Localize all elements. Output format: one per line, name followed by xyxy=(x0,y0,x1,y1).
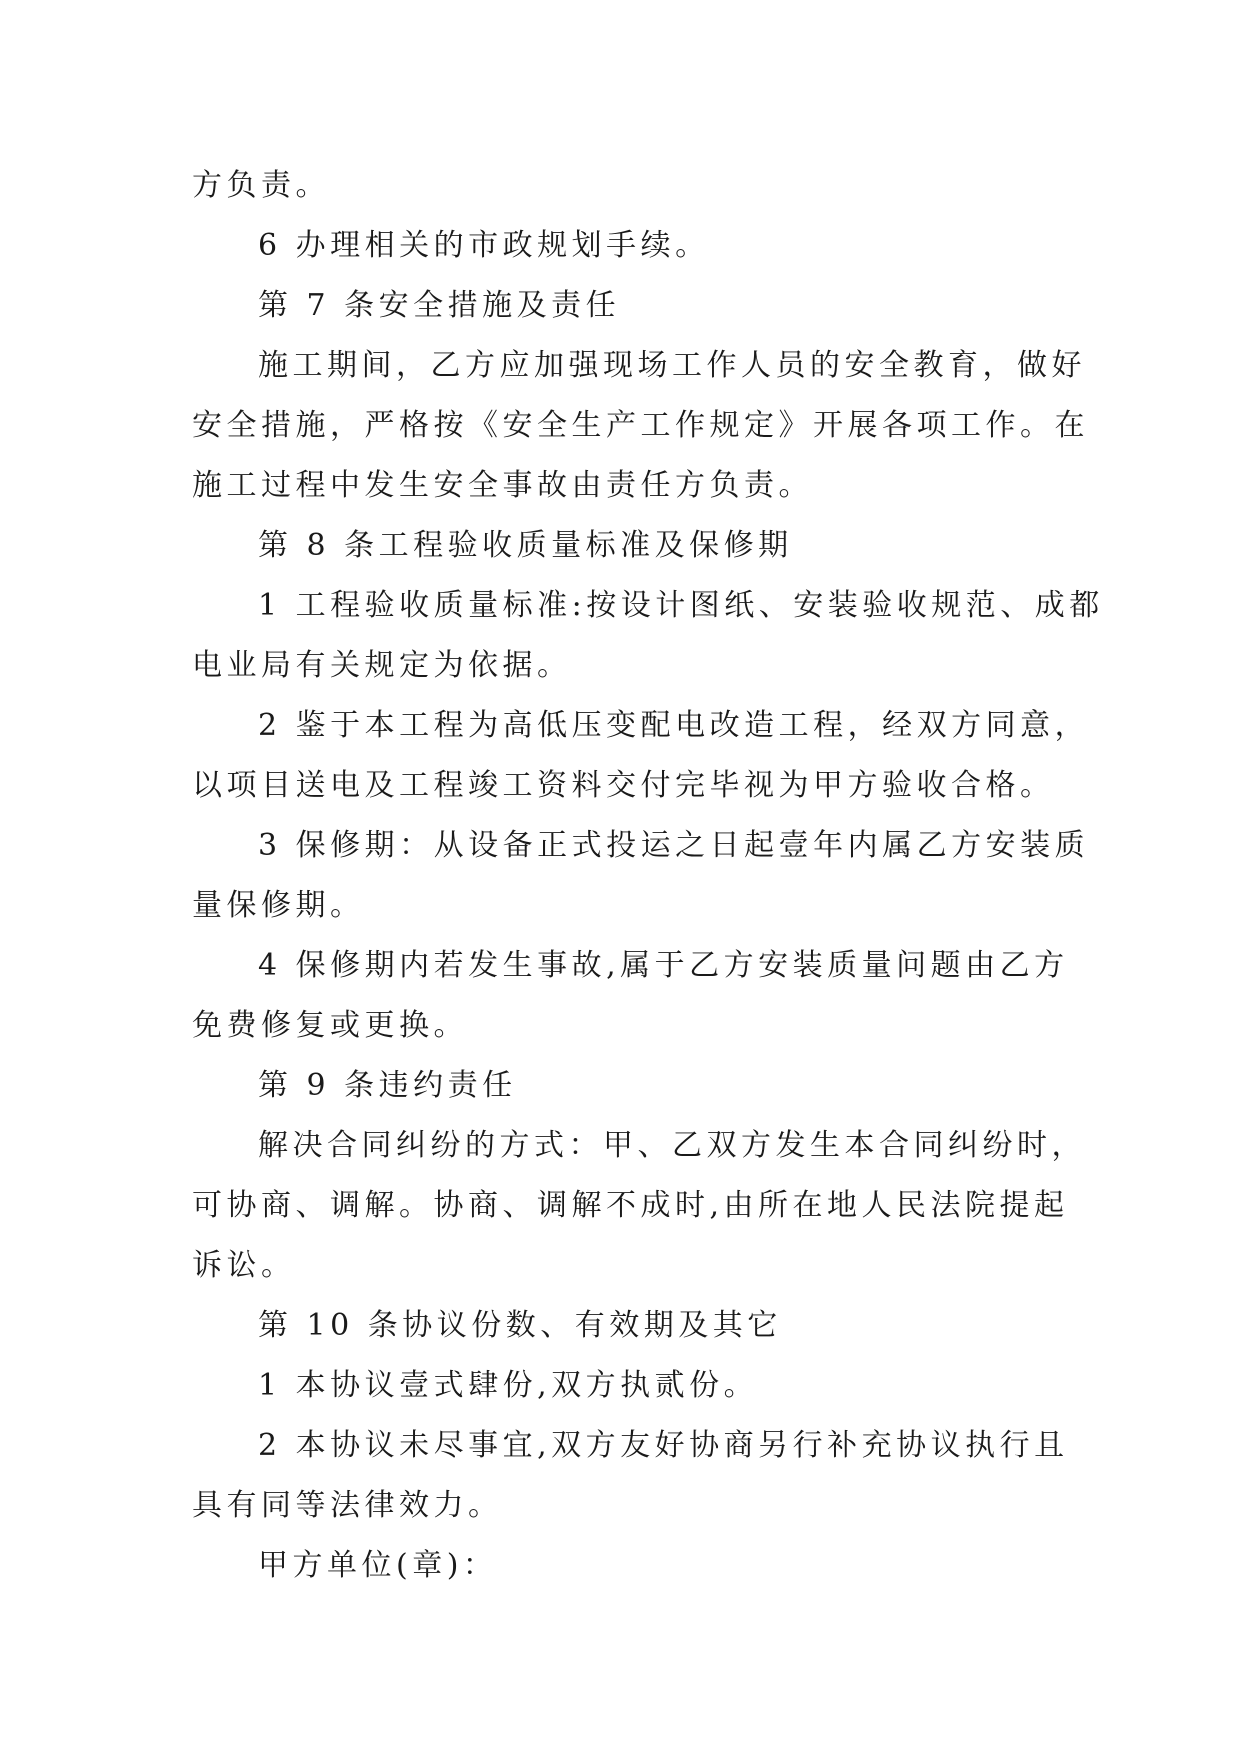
text-line: 2 鉴于本工程为高低压变配电改造工程，经双方同意， xyxy=(258,708,1090,743)
text-line: 3 保修期：从设备正式投运之日起壹年内属乙方安装质 xyxy=(258,828,1090,863)
text-line: 方负责。 xyxy=(192,168,330,203)
text-line: 以项目送电及工程竣工资料交付完毕视为甲方验收合格。 xyxy=(192,768,1055,803)
text-line: 2 本协议未尽事宜,双方友好协商另行补充协议执行且 xyxy=(258,1428,1069,1463)
section-heading: 第 10 条协议份数、有效期及其它 xyxy=(258,1308,782,1343)
text-line: 可协商、调解。协商、调解不成时,由所在地人民法院提起 xyxy=(192,1188,1069,1223)
text-line: 1 本协议壹式肆份,双方执贰份。 xyxy=(258,1368,759,1403)
signature-label: 甲方单位(章)： xyxy=(258,1548,498,1583)
text-line: 解决合同纠纷的方式：甲、乙双方发生本合同纠纷时， xyxy=(258,1128,1086,1163)
text-line: 施工期间，乙方应加强现场工作人员的安全教育，做好 xyxy=(258,348,1086,383)
text-line: 具有同等法律效力。 xyxy=(192,1488,503,1523)
text-line: 诉讼。 xyxy=(192,1248,296,1283)
text-line: 免费修复或更换。 xyxy=(192,1008,468,1043)
text-line: 1 工程验收质量标准:按设计图纸、安装验收规范、成都 xyxy=(258,588,1104,623)
text-line: 电业局有关规定为依据。 xyxy=(192,648,572,683)
section-heading: 第 8 条工程验收质量标准及保修期 xyxy=(258,528,793,563)
text-line: 6 办理相关的市政规划手续。 xyxy=(258,228,710,263)
section-heading: 第 9 条违约责任 xyxy=(258,1068,517,1103)
text-line: 4 保修期内若发生事故,属于乙方安装质量问题由乙方 xyxy=(258,948,1069,983)
text-line: 安全措施，严格按《安全生产工作规定》开展各项工作。在 xyxy=(192,408,1089,443)
text-line: 施工过程中发生安全事故由责任方负责。 xyxy=(192,468,813,503)
section-heading: 第 7 条安全措施及责任 xyxy=(258,288,621,323)
text-line: 量保修期。 xyxy=(192,888,365,923)
